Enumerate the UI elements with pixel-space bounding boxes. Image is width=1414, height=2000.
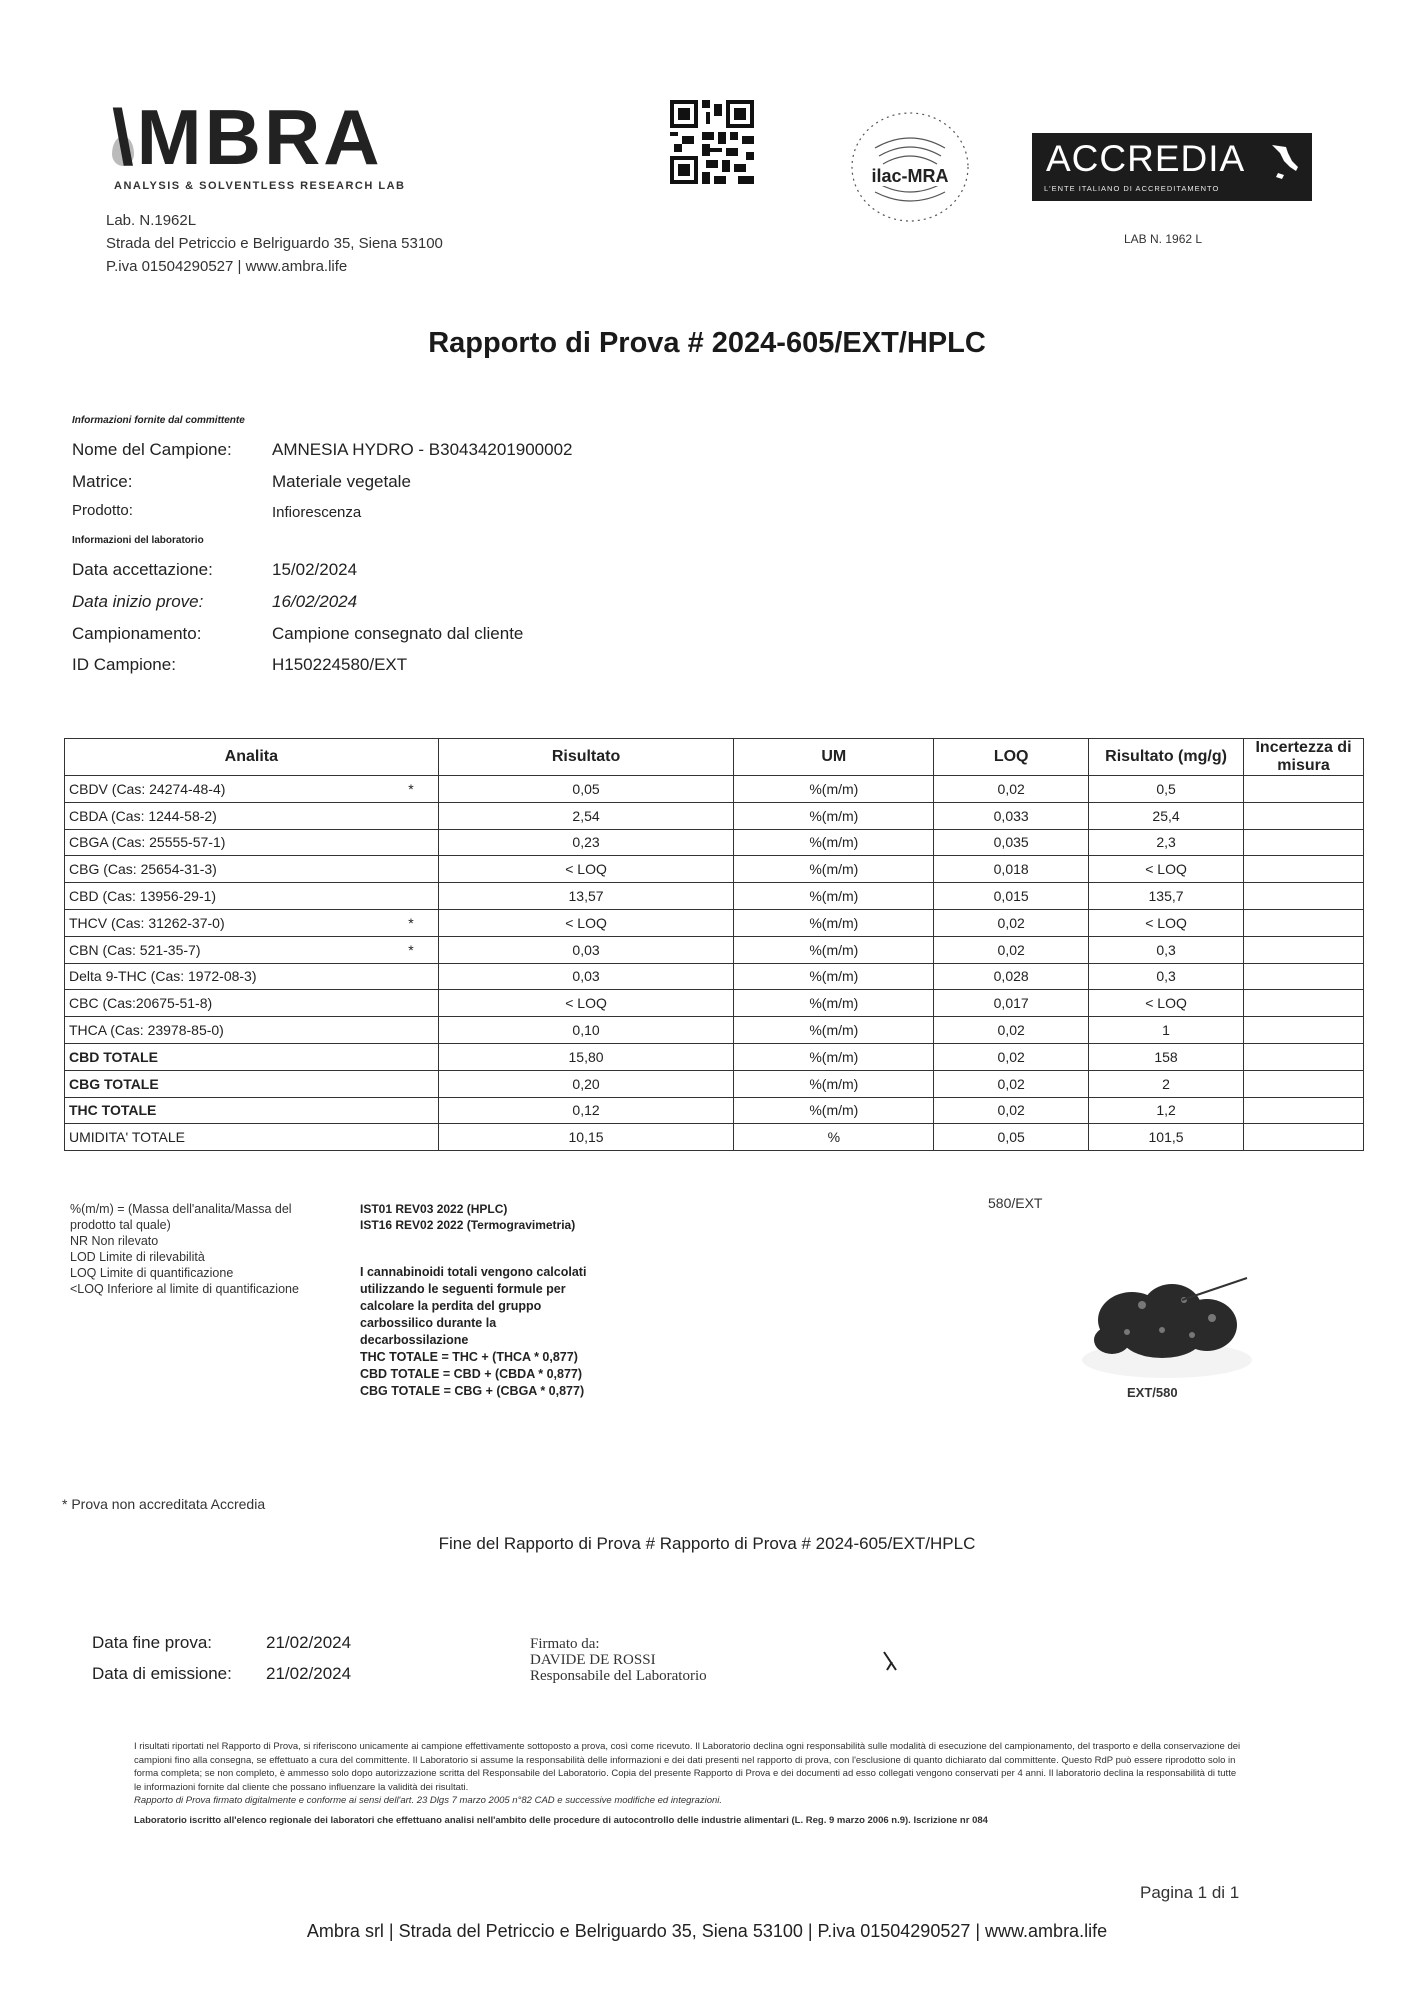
cell-risultato: 0,05 (438, 776, 734, 803)
table-row (65, 829, 1364, 856)
info-value: Infiorescenza (272, 504, 362, 521)
page-footer: Ambra srl | Strada del Petriccio e Belriguardo 35, Siena 53100 | P.iva 01504290527 | www.ambra.life (306, 1921, 1108, 1941)
cell-loq: 0,02 (934, 909, 1089, 936)
lab-number: Lab. N.1962L (106, 212, 197, 229)
cell-analita (65, 856, 439, 883)
cell-um: %(m/m) (734, 856, 934, 883)
legend-line: NR Non rilevato (70, 1234, 159, 1248)
cell-risultato-mg: 1,2 (1089, 1097, 1244, 1124)
analita-name: THCA (Cas: 23978-85-0) (69, 1022, 224, 1039)
cell-um: % (734, 1124, 934, 1151)
cell-analita (65, 776, 439, 803)
cell-risultato: 0,20 (438, 1070, 734, 1097)
cell-analita (65, 909, 439, 936)
cell-risultato-mg: 0,5 (1089, 776, 1244, 803)
cell-incertezza (1244, 1043, 1364, 1070)
info-label: Prodotto: (72, 502, 133, 519)
cell-analita (65, 883, 439, 910)
cell-um: %(m/m) (734, 829, 934, 856)
cell-risultato-mg: 2,3 (1089, 829, 1244, 856)
accredia-logo (1032, 133, 1312, 201)
cell-loq: 0,018 (934, 856, 1089, 883)
accredia-subtitle: L'ENTE ITALIANO DI ACCREDITAMENTO (1044, 184, 1220, 193)
cell-analita (65, 829, 439, 856)
cell-risultato: 2,54 (438, 802, 734, 829)
formula-intro-line: I cannabinoidi totali vengono calcolati (360, 1265, 587, 1279)
cell-um: %(m/m) (734, 963, 934, 990)
client-section-title: Informazioni fornite dal committente (72, 415, 245, 426)
legend-line: <LOQ Inferiore al limite di quantificazione (70, 1282, 299, 1296)
cell-loq: 0,033 (934, 802, 1089, 829)
legend-line: LOQ Limite di quantificazione (70, 1266, 234, 1280)
analita-name: CBDV (Cas: 24274-48-4) (69, 780, 226, 797)
cell-loq: 0,035 (934, 829, 1089, 856)
signature-line: Firmato da: (530, 1636, 600, 1652)
cell-risultato-mg: < LOQ (1089, 990, 1244, 1017)
cell-risultato: < LOQ (438, 856, 734, 883)
table-row (65, 1043, 1364, 1070)
cell-incertezza (1244, 990, 1364, 1017)
lab-piva: P.iva 01504290527 | www.ambra.life (106, 258, 348, 275)
end-of-report: Fine del Rapporto di Prova # Rapporto di Prova # 2024-605/EXT/HPLC (438, 1534, 976, 1553)
method-line: IST16 REV02 2022 (Termogravimetria) (360, 1218, 576, 1232)
cell-loq: 0,02 (934, 936, 1089, 963)
table-header-row (65, 739, 1364, 776)
disclaimer-text: I risultati riportati nel Rapporto di Prova, si riferiscono unicamente ai campione effettivamente sottoposto a prova, così come ricevuto. Il Laboratorio declina ogni responsabilità sulle modalità di esecuzione del campionamento, del trasporto e della conservazione dei campioni fino alla consegna, se effettuato a cura del committente. Il Laboratorio si assume la responsabilità delle informazioni e dei dati presenti nel rapporto di prova, con l'esclusione di quanto dichiarato dal committente. Questo RdP può essere riprodotto solo in forma completa; se non completo, è ammesso solo dopo autorizzazione scritta del Responsabile del Laboratorio. Copia del presente Rapporto di Prova e dei documenti ad esso collegati vengono conservati per 4 anni. Il laboratorio declina la responsabilità di tutte le informazioni fornite dal cliente che possano influenzare la validità dei risultati. (134, 1741, 1241, 1793)
ilac-text: ilac-MRA (871, 166, 949, 186)
cell-risultato: 0,23 (438, 829, 734, 856)
lab-address: Strada del Petriccio e Belriguardo 35, Siena 53100 (106, 235, 443, 252)
cell-um: %(m/m) (734, 1070, 934, 1097)
cell-risultato-mg: < LOQ (1089, 856, 1244, 883)
analita-name: CBDA (Cas: 1244-58-2) (69, 807, 217, 824)
cell-incertezza (1244, 936, 1364, 963)
cell-loq: 0,015 (934, 883, 1089, 910)
header-incertezza: Incertezza di misura (1244, 739, 1364, 776)
cell-risultato-mg: 0,3 (1089, 963, 1244, 990)
table-row (65, 802, 1364, 829)
methods (360, 1201, 575, 1233)
cell-incertezza (1244, 856, 1364, 883)
info-value: AMNESIA HYDRO - B30434201900002 (272, 440, 573, 459)
header-analita: Analita (65, 739, 439, 776)
date-value: 21/02/2024 (266, 1633, 352, 1652)
cell-loq: 0,028 (934, 963, 1089, 990)
signature-line: Responsabile del Laboratorio (530, 1668, 707, 1684)
cell-risultato: 0,03 (438, 936, 734, 963)
info-label: Data inizio prove: (72, 592, 204, 611)
method-line: IST01 REV03 2022 (HPLC) (360, 1202, 508, 1216)
cell-analita (65, 1097, 439, 1124)
cell-analita (65, 1017, 439, 1044)
table-row (65, 856, 1364, 883)
signature-line: DAVIDE DE ROSSI (530, 1652, 656, 1668)
info-label: ID Campione: (72, 655, 176, 674)
info-label: Campionamento: (72, 624, 202, 643)
cell-risultato-mg: 1 (1089, 1017, 1244, 1044)
cell-loq: 0,05 (934, 1124, 1089, 1151)
analita-name: CBD (Cas: 13956-29-1) (69, 888, 217, 905)
analita-name: CBGA (Cas: 25555-57-1) (69, 834, 226, 851)
analita-name: UMIDITA' TOTALE (69, 1129, 185, 1146)
cell-incertezza (1244, 883, 1364, 910)
signature-block (530, 1636, 707, 1684)
date-label: Data fine prova: (92, 1633, 213, 1652)
qr-code-icon (670, 99, 754, 185)
formula-line: CBD TOTALE = CBD + (CBDA * 0,877) (360, 1367, 583, 1381)
info-label: Data accettazione: (72, 560, 213, 579)
logo-subtitle: ANALYSIS & SOLVENTLESS RESEARCH LAB (114, 180, 406, 192)
cell-analita (65, 1124, 439, 1151)
page-number: Pagina 1 di 1 (1140, 1883, 1240, 1902)
analita-name: CBN (Cas: 521-35-7) (69, 941, 201, 958)
disclaimer-registration: Laboratorio iscritto all'elenco regionale dei laboratori che effettuano analisi nell'ambito delle procedure di autocontrollo delle industrie alimentari (L. Reg. 9 marzo 2006 n.9). Iscrizione nr 084 (134, 1814, 988, 1826)
table-row (65, 1097, 1364, 1124)
table-row (65, 963, 1364, 990)
cell-incertezza (1244, 802, 1364, 829)
cell-analita (65, 802, 439, 829)
table-row (65, 883, 1364, 910)
cell-risultato-mg: 135,7 (1089, 883, 1244, 910)
cell-risultato-mg: 25,4 (1089, 802, 1244, 829)
cell-risultato-mg: 0,3 (1089, 936, 1244, 963)
cell-analita (65, 936, 439, 963)
cell-loq: 0,02 (934, 776, 1089, 803)
analita-name: CBG TOTALE (69, 1075, 159, 1092)
info-value: 15/02/2024 (272, 560, 358, 579)
cell-risultato: 0,03 (438, 963, 734, 990)
formula-line: CBG TOTALE = CBG + (CBGA * 0,877) (360, 1384, 585, 1398)
sample-reference: 580/EXT (988, 1195, 1043, 1211)
cell-incertezza (1244, 829, 1364, 856)
cell-analita (65, 990, 439, 1017)
cell-analita (65, 1043, 439, 1070)
cell-incertezza (1244, 963, 1364, 990)
not-accredited-marker: * (408, 914, 414, 931)
cell-um: %(m/m) (734, 909, 934, 936)
cell-loq: 0,02 (934, 1097, 1089, 1124)
table-row (65, 776, 1364, 803)
header-um: UM (734, 739, 934, 776)
cell-incertezza (1244, 1097, 1364, 1124)
legend-line: LOD Limite di rilevabilità (70, 1250, 205, 1264)
lab-section-title: Informazioni del laboratorio (72, 535, 204, 546)
cell-um: %(m/m) (734, 802, 934, 829)
formula-intro-line: carbossilico durante la (360, 1316, 497, 1330)
accredia-title: ACCREDIA (1046, 138, 1246, 179)
legend-line: prodotto tal quale) (70, 1218, 171, 1232)
ambra-logo: \MBRA (112, 93, 383, 181)
disclaimer-signature-note: Rapporto di Prova firmato digitalmente e conforme ai sensi dell'art. 23 Dlgs 7 marzo 2005 n°82 CAD e successive modifiche ed integrazioni. (134, 1795, 723, 1806)
table-row (65, 990, 1364, 1017)
formula-intro-line: calcolare la perdita del gruppo (360, 1299, 542, 1313)
cell-risultato-mg: 101,5 (1089, 1124, 1244, 1151)
analita-name: CBG (Cas: 25654-31-3) (69, 861, 217, 878)
cell-um: %(m/m) (734, 936, 934, 963)
formula-intro-line: decarbossilazione (360, 1333, 469, 1347)
results-table (64, 738, 1364, 1151)
cell-risultato: < LOQ (438, 909, 734, 936)
info-value: H150224580/EXT (272, 655, 408, 674)
not-accredited-note: * Prova non accreditata Accredia (62, 1496, 266, 1512)
cell-loq: 0,02 (934, 1070, 1089, 1097)
info-label: Matrice: (72, 472, 133, 491)
cell-risultato: 0,10 (438, 1017, 734, 1044)
handwritten-signature (880, 1648, 904, 1674)
info-value: Materiale vegetale (272, 472, 411, 491)
analita-name: CBD TOTALE (69, 1048, 158, 1065)
disclaimer (134, 1740, 1244, 1827)
cell-um: %(m/m) (734, 883, 934, 910)
cell-incertezza (1244, 1017, 1364, 1044)
cell-incertezza (1244, 776, 1364, 803)
header-risultato-mg: Risultato (mg/g) (1089, 739, 1244, 776)
cell-um: %(m/m) (734, 1017, 934, 1044)
sample-photo (1072, 1260, 1262, 1380)
analita-name: CBC (Cas:20675-51-8) (69, 995, 213, 1012)
cell-risultato: < LOQ (438, 990, 734, 1017)
formula-line: THC TOTALE = THC + (THCA * 0,877) (360, 1350, 578, 1364)
cell-incertezza (1244, 1070, 1364, 1097)
cell-incertezza (1244, 1124, 1364, 1151)
not-accredited-marker: * (408, 941, 414, 958)
cell-loq: 0,02 (934, 1043, 1089, 1070)
cell-loq: 0,017 (934, 990, 1089, 1017)
cell-risultato-mg: 2 (1089, 1070, 1244, 1097)
table-row (65, 1070, 1364, 1097)
info-label: Nome del Campione: (72, 440, 232, 459)
cell-um: %(m/m) (734, 1043, 934, 1070)
cell-risultato: 13,57 (438, 883, 734, 910)
cell-loq: 0,02 (934, 1017, 1089, 1044)
info-value: 16/02/2024 (272, 592, 358, 611)
not-accredited-marker: * (408, 780, 414, 797)
accredia-lab-number: LAB N. 1962 L (1124, 232, 1203, 246)
table-row (65, 936, 1364, 963)
analita-name: THCV (Cas: 31262-37-0) (69, 914, 225, 931)
cell-risultato: 15,80 (438, 1043, 734, 1070)
analita-name: Delta 9-THC (Cas: 1972-08-3) (69, 968, 257, 985)
cell-risultato-mg: 158 (1089, 1043, 1244, 1070)
table-row (65, 1017, 1364, 1044)
table-row (65, 1124, 1364, 1151)
analita-name: THC TOTALE (69, 1102, 157, 1119)
info-value: Campione consegnato dal cliente (272, 624, 524, 643)
date-value: 21/02/2024 (266, 1664, 352, 1683)
cell-analita (65, 963, 439, 990)
cell-um: %(m/m) (734, 776, 934, 803)
cell-incertezza (1244, 909, 1364, 936)
cell-risultato-mg: < LOQ (1089, 909, 1244, 936)
ilac-mra-logo (845, 108, 975, 226)
legend-line: %(m/m) = (Massa dell'analita/Massa del (70, 1202, 292, 1216)
cell-analita (65, 1070, 439, 1097)
table-row (65, 909, 1364, 936)
formula-intro-line: utilizzando le seguenti formule per (360, 1282, 566, 1296)
sample-photo-label: EXT/580 (1127, 1385, 1178, 1400)
formula-intro (360, 1264, 610, 1400)
italy-map-icon (1268, 143, 1302, 181)
date-label: Data di emissione: (92, 1664, 232, 1683)
cell-um: %(m/m) (734, 990, 934, 1017)
header-risultato: Risultato (438, 739, 734, 776)
cell-risultato: 0,12 (438, 1097, 734, 1124)
report-title: Rapporto di Prova # 2024-605/EXT/HPLC (428, 327, 986, 359)
cell-um: %(m/m) (734, 1097, 934, 1124)
legend (70, 1201, 350, 1297)
cell-risultato: 10,15 (438, 1124, 734, 1151)
header-loq: LOQ (934, 739, 1089, 776)
